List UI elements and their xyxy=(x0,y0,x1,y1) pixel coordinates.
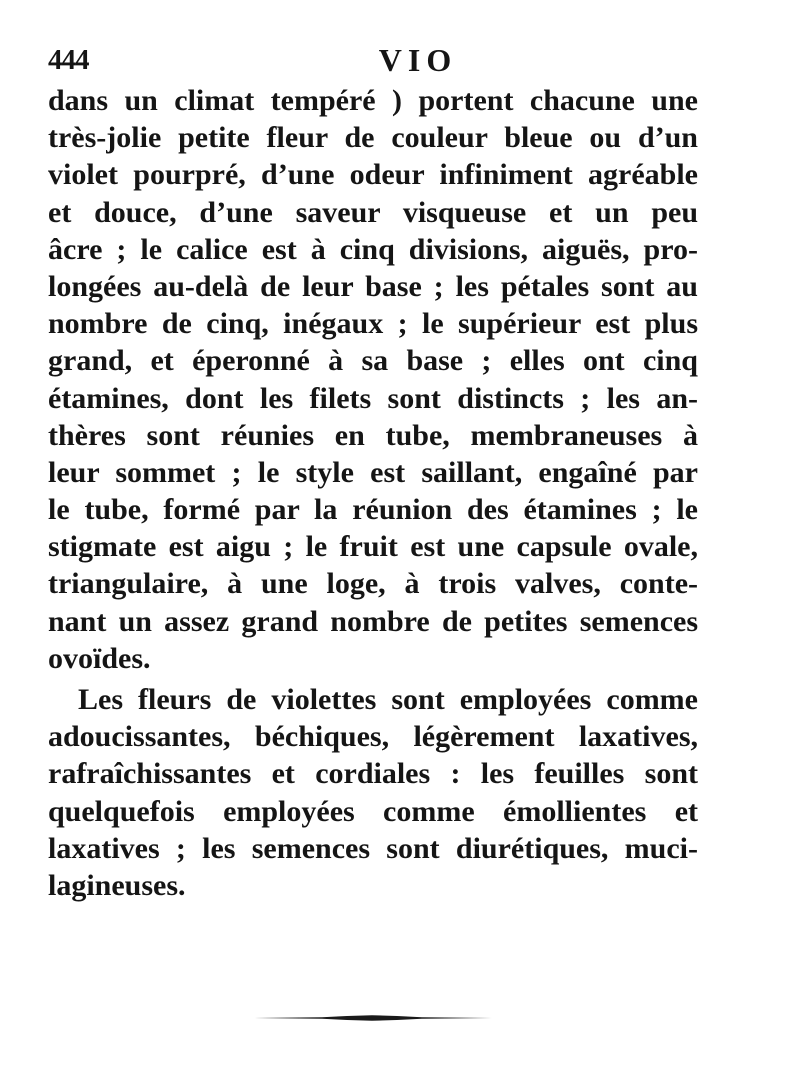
text-line: grand, et éperonné à sa base ; elles ont cinq xyxy=(48,344,698,378)
tailpiece-ornament xyxy=(252,1013,492,1023)
text-line: thères sont réunies en tube, membraneuses à xyxy=(48,418,698,452)
text-line: le tube, formé par la réunion des étamines ; le xyxy=(48,493,698,527)
text-line: nant un assez grand nombre de petites semences xyxy=(48,604,698,638)
text-line: laxatives ; les semences sont diurétiques, muci- xyxy=(48,831,698,865)
tailpiece-rule xyxy=(252,1013,492,1023)
text-line: leur sommet ; le style est saillant, engaîné par xyxy=(48,455,698,489)
text-line: Les fleurs de violettes sont employées comme xyxy=(78,683,698,716)
text-line: violet pourpré, d’une odeur infiniment agréable xyxy=(48,158,698,192)
page-number: 444 xyxy=(48,44,89,76)
paragraph-1 xyxy=(48,82,698,677)
text-line: lagineuses. xyxy=(48,868,186,902)
text-line: triangulaire, à une loge, à trois valves, conte- xyxy=(48,567,698,601)
text-line: longées au-delà de leur base ; les pétales sont au xyxy=(48,269,698,303)
text-line: adoucissantes, béchiques, légèrement laxatives, xyxy=(48,720,698,754)
text-line: âcre ; le calice est à cinq divisions, aiguës, pro- xyxy=(48,232,698,266)
text-line: ovoïdes. xyxy=(48,641,151,675)
text-line: nombre de cinq, inégaux ; le supérieur est plus xyxy=(48,307,698,341)
body-text xyxy=(48,82,698,904)
text-line: stigmate est aigu ; le fruit est une capsule ovale, xyxy=(48,530,698,564)
page-header xyxy=(48,36,708,86)
text-line: et douce, d’une saveur visqueuse et un peu xyxy=(48,195,698,229)
text-line: dans un climat tempéré ) portent chacune une xyxy=(48,84,698,117)
text-line: très-jolie petite fleur de couleur bleue ou d’un xyxy=(48,121,698,155)
text-line: étamines, dont les filets sont distincts ; les an- xyxy=(48,381,698,415)
paragraph-2 xyxy=(48,681,698,904)
running-head: VIO xyxy=(378,42,458,78)
text-line: quelquefois employées comme émollientes et xyxy=(48,794,698,828)
text-line: rafraîchissantes et cordiales : les feuilles sont xyxy=(48,757,698,791)
